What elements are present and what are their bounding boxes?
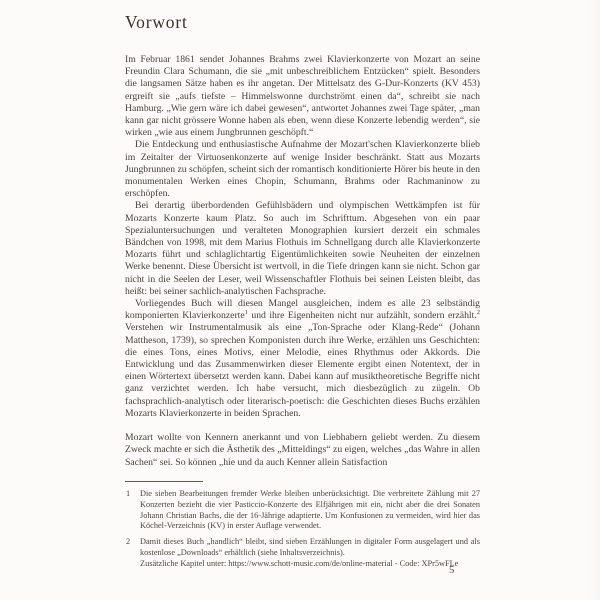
text-column (125, 12, 480, 575)
page-number: 5 (449, 565, 455, 576)
paragraph-2: Die Entdeckung und enthusiastische Aufnahme der Mozart'schen Klavierkonzerte blieb im Zeitalter der Virtuosenkonzerte auf wenige Insider beschränkt. Statt aus Mozarts Jungbrunnen zu schöpfen, scheint sich der romantisch konditionierte Hörer bis heute in den monumentalen Werken eines Chopin, Schumann, Brahms oder Rachmaninow zu erschöpfen. (125, 139, 480, 200)
footnote-2 (125, 537, 480, 570)
paragraph-5: Mozart wollte von Kennern anerkannt und von Liebhabern geliebt werden. Zu diesem Zweck machte er sich die Ästhetik des „Mitteldings“ zu eigen, welches „das Wahre in allen Sachen“ sei. So können „hie und da auch Kenner allein Satisfaction (125, 432, 480, 468)
footnote-1-text: Die sieben Bearbeitungen fremder Werke bleiben unberücksichtigt. Die verbreitete Zählung mit 27 Konzerten bezieht die vier Pasticcio-Konzerte des Elfjährigen mit ein, nicht aber die drei Sonaten Johann Christian Bachs, die der 16-Jährige adaptierte. Um Konfusionen zu vermeiden, wird hier das Köchel-Verzeichnis (KV) in erster Auflage verwendet. (140, 488, 480, 531)
footnote-reference-1: 1 (244, 309, 248, 317)
footnote-1-marker: 1 (126, 488, 131, 498)
paragraph-4-segment: Verstehen wir Instrumentalmusik als eine „Ton-Sprache oder Klang-Rede“ (Johann Mattheson, 1739), so sprechen Komponisten durch ihre Werke, erzählen uns Geschichten: die eines Tons, eines Motivs, einer Melodie, eines Rhythmus oder Akkords. Die Entwicklung und das Zusammenwirken dieser Elemente ergibt einen Notentext, der in einen Wörtertext übersetzt werden kann. Dabei kann auf musiktheoretische Begriffe nicht ganz verzichtet werden. Ich habe versucht, mich diesbezüglich zu zügeln. Ob fachsprachlich-analytisch oder literarisch-poetisch: die Geschichten dieses Buchs erzählen Mozarts Klavierkonzerte in beiden Sprachen. (125, 322, 480, 419)
paragraph-4-segment: und ihre Eigenheiten nicht nur aufzählt, sondern erzählt. (247, 310, 477, 322)
page-title: Vorwort (125, 12, 188, 32)
paragraph-4 (125, 298, 480, 420)
footnote-1 (125, 489, 480, 533)
footnote-divider (125, 481, 203, 482)
footnote-2-text: Damit dieses Buch „handlich“ bleibt, sind sieben Erzählungen in digitaler Form ausgelagert und als kostenlose „Downloads“ erhältlich (siehe Inhaltsverzeichnis). (140, 537, 480, 558)
paragraph-1: Im Februar 1861 sendet Johannes Brahms zwei Klavierkonzerte von Mozart an seine Freundin Clara Schumann, die sie „mit unbeschreiblichem Entzücken“ spielt. Besonders die langsamen Sätze haben es ihr angetan. Der Mittelsatz des G-Dur-Konzerts (KV 453) ergreift sie „aufs tiefste – Himmelswonne durchströmt einen da“, schreibt sie nach Hamburg. „Wie gern wäre ich dabei gewesen“, antwortet Johannes zwei Tage später, „man kann gar nicht grössere Wonne haben als eben, wenn diese Konzerte lebendig werden“, sie wirken „wie aus einem Jungbrunnen geschöpft.“ (125, 54, 480, 139)
footnotes-block (125, 489, 480, 570)
footnote-2-marker: 2 (126, 537, 131, 547)
footnote-2-url-line: Zusätzliche Kapitel unter: https://www.schott-music.com/de/online-material - Code: XPr5wFLe (140, 559, 459, 569)
footnote-reference-2: 2 (476, 309, 480, 317)
paragraph-4-segment: Vorliegendes Buch will diesen Mangel ausgleichen, indem es alle 23 selbständig komponierten Klavierkonzerte (125, 298, 480, 322)
paragraph-3: Bei derartig überbordenden Gefühlsbädern und olympischen Wettkämpfen ist für Mozarts Konzerte kaum Platz. So auch im Schrifttum. Abgesehen von ein paar Spezialuntersuchungen und veralteten Monographien kursiert derzeit ein schmales Bändchen von 1998, mit dem Marius Flothuis im Schnellgang durch alle Klavierkonzerte Mozarts führt und schlaglichtartig Eigentümlichkeiten sowie Neuheiten der einzelnen Werke benennt. Diese Übersicht ist wertvoll, in die Tiefe dringen kann sie nicht. Schon gar nicht in die Seelen der Leser, weil Wissenschaftler Flothuis bei seinen Leisten bleibt, das heißt: bei seiner sachlich-analytischen Fachsprache. (125, 200, 480, 297)
body-text (125, 54, 480, 469)
